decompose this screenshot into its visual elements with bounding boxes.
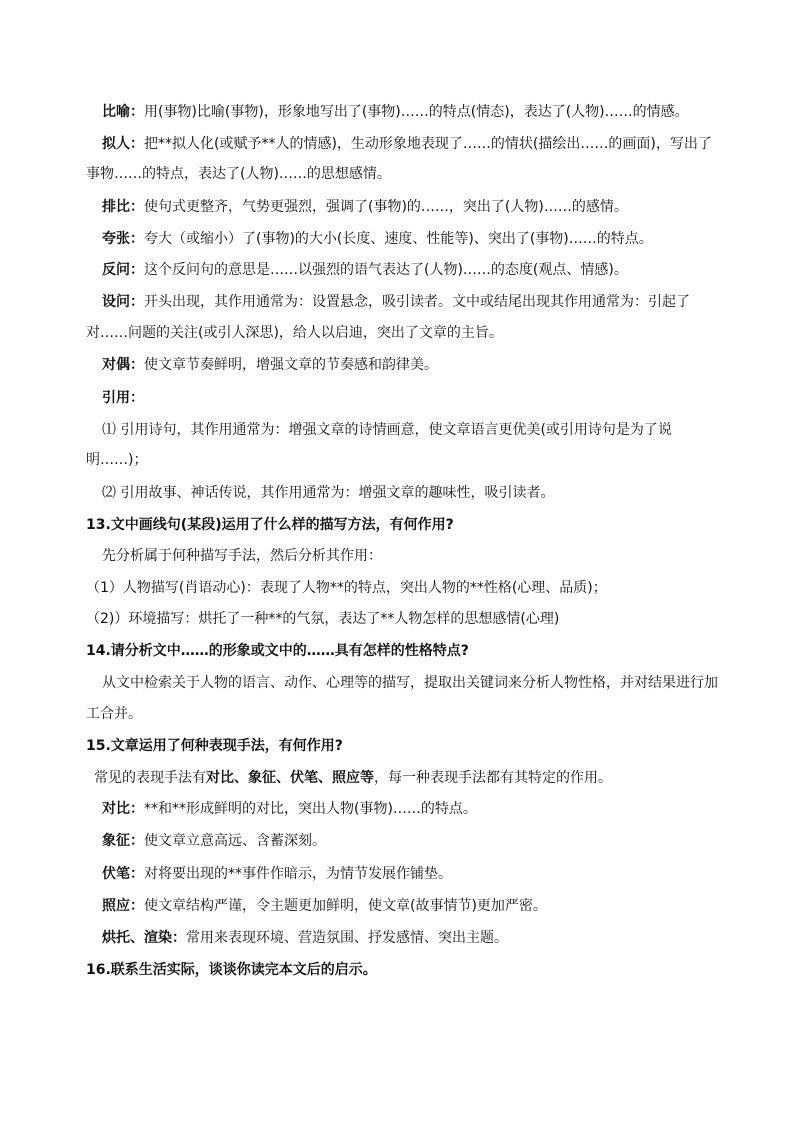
line-rhetorical-question xyxy=(0,260,794,280)
line-quotation-poem-cont xyxy=(0,450,794,470)
line-personification xyxy=(0,134,794,154)
line-text: 使文章节奏鲜明，增强文章的节奏感和韵律美。 xyxy=(144,357,438,373)
heading-text: 15.文章运用了何种表现手法，有何作用? xyxy=(86,738,343,754)
line-symbolism xyxy=(0,831,794,851)
line-text: 用(事物)比喻(事物)，形象地写出了(事物)……的特点(情态)，表达了(人物)……的情感。 xyxy=(144,104,689,120)
line-text: 先分析属于何种描写手法，然后分析其作用： xyxy=(102,548,382,564)
line-text: （2)）环境描写：烘托了一种**的气氛，表达了**人物怎样的思想感情(心理) xyxy=(86,611,560,627)
line-q14-answer-cont xyxy=(0,704,794,724)
line-quotation-poem xyxy=(0,420,794,440)
term-label: 比喻： xyxy=(102,104,144,120)
line-hyperbole xyxy=(0,229,794,249)
line-text: 把**拟人化(或赋予**人的情感)，生动形象地表现了……的情状(描绘出……的画面)，写出了 xyxy=(144,136,712,152)
line-text: 工合并。 xyxy=(86,706,142,722)
line-foreshadowing xyxy=(0,864,794,884)
heading-text: 13.文中画线句(某段)运用了什么样的描写方法，有何作用? xyxy=(86,517,454,533)
line-hypophora xyxy=(0,292,794,312)
line-text: 常用来表现环境、营造氛围、抒发感情、突出主题。 xyxy=(186,930,508,946)
question-16-heading xyxy=(0,960,794,980)
term-label: 对偶： xyxy=(102,357,144,373)
line-text: （1）人物描写(肖语动心)：表现了人物**的特点，突出人物的**性格(心理、品质)； xyxy=(86,580,607,596)
term-label: 照应： xyxy=(102,898,144,914)
line-parallelism xyxy=(0,197,794,217)
line-q13-character xyxy=(0,578,794,598)
line-q13-intro xyxy=(0,546,794,566)
line-quotation xyxy=(0,388,794,408)
line-echo xyxy=(0,896,794,916)
line-hypophora-cont xyxy=(0,323,794,343)
line-text: 使文章结构严谨，令主题更加鲜明，使文章(故事情节)更加严密。 xyxy=(144,898,547,914)
line-text: 这个反问句的意思是……以强烈的语气表达了(人物)……的态度(观点、情感)。 xyxy=(144,262,628,278)
term-label: 对比： xyxy=(102,801,144,817)
line-text: 开头出现，其作用通常为：设置悬念，吸引读者。文中或结尾出现其作用通常为：引起了 xyxy=(144,294,690,310)
line-personification-cont xyxy=(0,164,794,184)
line-text: 使句式更整齐，气势更强烈，强调了(事物)的……，突出了(人物)……的感情。 xyxy=(144,199,628,215)
line-text: 从文中检索关于人物的语言、动作、心理等的描写，提取出关键词来分析人物性格，并对结果进行加 xyxy=(102,675,718,691)
line-tail-text: ，每一种表现手法都有其特定的作用。 xyxy=(374,770,612,786)
line-q13-environment xyxy=(0,609,794,629)
line-text: ⑴ 引用诗句，其作用通常为：增强文章的诗情画意，使文章语言更优美(或引用诗句是为了说 xyxy=(102,422,672,438)
line-text: 对将要出现的**事件作暗示，为情节发展作铺垫。 xyxy=(144,866,452,882)
line-metaphor xyxy=(0,102,794,122)
line-q14-answer xyxy=(0,673,794,693)
term-label: 烘托、渲染： xyxy=(102,930,186,946)
term-label: 拟人： xyxy=(102,136,144,152)
line-antithesis xyxy=(0,355,794,375)
term-label: 排比： xyxy=(102,199,144,215)
line-bold-text: 对比、象征、伏笔、照应等 xyxy=(206,770,374,786)
question-14-heading xyxy=(0,641,794,661)
term-label: 引用： xyxy=(102,390,144,406)
line-text: 事物……的特点，表达了(人物)……的思想感情。 xyxy=(86,166,391,182)
term-label: 象征： xyxy=(102,833,144,849)
question-13-heading xyxy=(0,515,794,535)
line-text: 对……问题的关注(或引人深思)，给人以启迪，突出了文章的主旨。 xyxy=(86,325,503,341)
line-text: 明……)； xyxy=(86,452,148,468)
line-text: 夸大（或缩小）了(事物)的大小(长度、速度、性能等)、突出了(事物)……的特点。 xyxy=(144,231,653,247)
line-text: 常见的表现手法有 xyxy=(94,770,206,786)
line-setoff xyxy=(0,928,794,948)
line-text: ⑵ 引用故事、神话传说，其作用通常为：增强文章的趣味性，吸引读者。 xyxy=(102,485,555,501)
term-label: 反问： xyxy=(102,262,144,278)
heading-text: 14.请分析文中……的形象或文中的……具有怎样的性格特点? xyxy=(86,643,469,659)
term-label: 伏笔： xyxy=(102,866,144,882)
term-label: 设问： xyxy=(102,294,144,310)
question-15-heading xyxy=(0,736,794,756)
heading-text: 16.联系生活实际，谈谈你读完本文后的启示。 xyxy=(86,962,377,978)
line-contrast xyxy=(0,799,794,819)
line-text: 使文章立意高远、含蓄深刻。 xyxy=(144,833,326,849)
term-label: 夸张： xyxy=(102,231,144,247)
line-quotation-story xyxy=(0,483,794,503)
line-q15-intro xyxy=(0,768,794,788)
line-text: **和**形成鲜明的对比，突出人物(事物)……的特点。 xyxy=(144,801,477,817)
